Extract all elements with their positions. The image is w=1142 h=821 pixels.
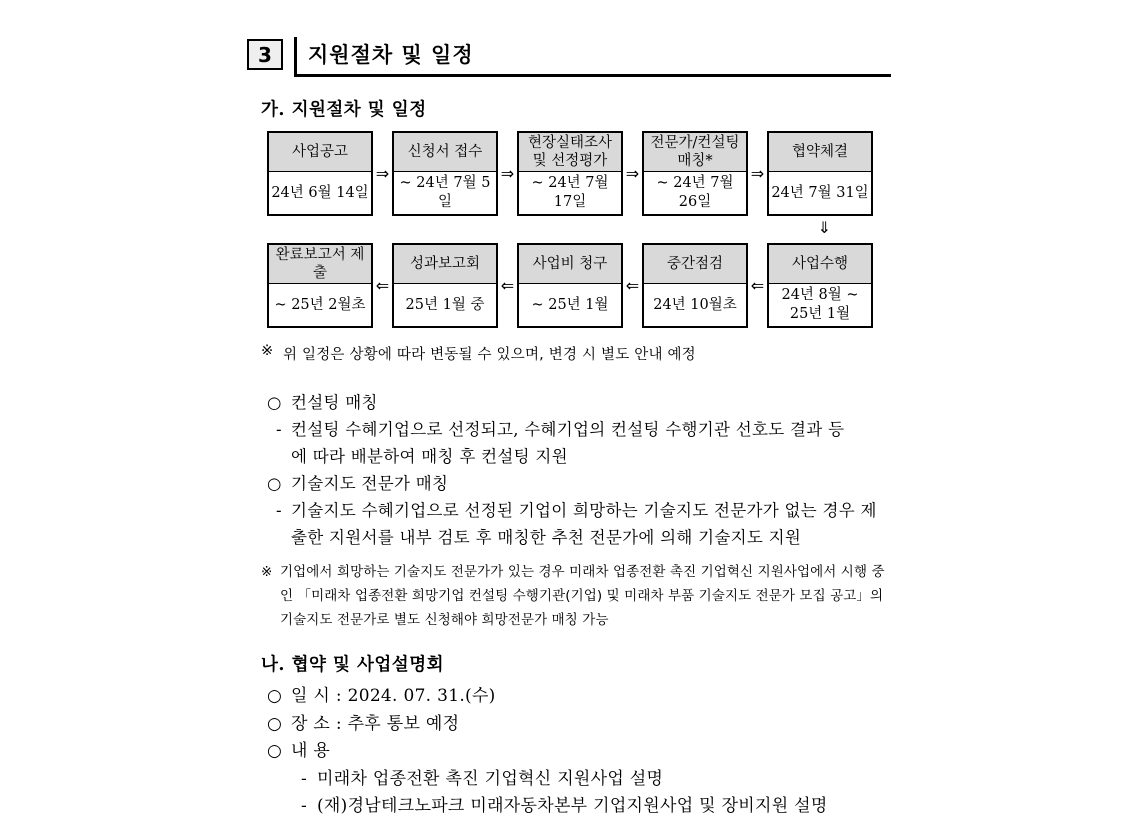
reference-mark: ※ (261, 564, 273, 580)
flow-step-title: 사업수행 (769, 245, 871, 284)
circle-bullet: ○ (267, 741, 283, 761)
flowchart-row-2 (267, 243, 873, 328)
flow-step-expense-claim (517, 243, 623, 328)
dash-content-item-2 (301, 793, 937, 821)
document-content (247, 37, 937, 821)
dash-content-item-2-text: (재)경남테크노파크 미래자동차본부 기업지원사업 및 장비지원 설명 (317, 796, 828, 816)
flow-step-survey-evaluation (517, 131, 623, 216)
dash-bullet: - (301, 768, 308, 789)
dash-tech-expert-detail (276, 497, 937, 551)
line: 컨설팅 수혜기업으로 선정되고, 수혜기업의 컨설팅 수행기관 선호도 결과 등 (291, 420, 845, 439)
flow-step-title: 사업공고 (269, 133, 371, 172)
circle-bullet: ○ (267, 713, 283, 734)
flow-step-announcement (267, 131, 373, 216)
dash-bullet: - (301, 796, 308, 816)
line: 기술지도 수혜기업으로 선정된 기업이 희망하는 기술지도 전문가가 없는 경우 제 (291, 501, 877, 520)
arrow-right-icon: ⇒ (625, 164, 640, 183)
arrow-right-icon: ⇒ (500, 164, 515, 183)
bullet-tech-expert-matching (267, 470, 937, 497)
flow-step-expert-matching (642, 131, 748, 216)
flow-step-title: 신청서 접수 (394, 133, 496, 172)
bullet-datetime-text: 일 시 : 2024. 07. 31.(수) (291, 686, 496, 706)
section-number: 3 (247, 39, 283, 70)
line: 기술지도 전문가로 별도 신청해야 희망전문가 매칭 가능 (280, 612, 609, 628)
arrow-down-icon: ⇓ (817, 218, 831, 237)
line: 출한 지원서를 내부 검토 후 매칭한 추천 전문가에 의해 기술지도 지원 (291, 528, 802, 547)
arrow-left-icon: ⇐ (750, 276, 765, 295)
dash-content-item-1 (301, 766, 937, 794)
part-b (247, 651, 937, 821)
schedule-change-note (261, 343, 937, 364)
expert-footnote-text (280, 560, 885, 632)
bullet-datetime (267, 683, 937, 711)
bullet-location (267, 711, 937, 739)
line: 에 따라 배분하여 매칭 후 컨설팅 지원 (291, 447, 568, 466)
arrow-right-icon: ⇒ (750, 164, 765, 183)
line: 인 「미래차 업종전환 희망기업 컨설팅 수행기관(기업) 및 미래차 부품 기술지도 전문가 모집 공고」의 (280, 588, 884, 604)
flow-step-date: ~ 24년 7월 5일 (399, 175, 491, 210)
flow-step-date: 24년 6월 14일 (271, 184, 369, 201)
arrow-right-icon: ⇒ (375, 164, 390, 183)
part-b-heading: 나. 협약 및 사업설명회 (261, 655, 445, 675)
flow-step-date: 24년 10월초 (653, 296, 737, 313)
flow-step-date: ~ 25년 1월 (531, 296, 609, 313)
expert-footnote (261, 560, 937, 632)
arrow-left-icon: ⇐ (625, 276, 640, 295)
flow-step-title: 사업비 청구 (519, 245, 621, 284)
circle-bullet: ○ (267, 393, 282, 412)
bullet-tech-expert-matching-text: 기술지도 전문가 매칭 (291, 474, 449, 493)
bullet-content (267, 738, 937, 766)
reference-mark: ※ (261, 343, 274, 359)
bullet-consulting-matching (267, 389, 937, 416)
circle-bullet: ○ (267, 686, 283, 706)
schedule-change-note-text: 위 일정은 상황에 따라 변동될 수 있으며, 변경 시 별도 안내 예정 (283, 347, 696, 363)
dash-content-item-1-text: 미래차 업종전환 촉진 기업혁신 지원사업 설명 (317, 768, 664, 789)
flow-step-date: ~ 25년 2월초 (274, 296, 366, 313)
flow-step-title: 성과보고회 (394, 245, 496, 284)
flow-step-title: 현장실태조사 및 선정평가 (519, 133, 621, 172)
flowchart-row-1 (267, 131, 873, 216)
flow-step-agreement (767, 131, 873, 216)
flow-step-date: 25년 1월 중 (405, 296, 485, 313)
line: 기업에서 희망하는 기술지도 전문가가 있는 경우 미래차 업종전환 촉진 기업혁신 지원사업에서 시행 중 (280, 564, 885, 580)
flow-step-application (392, 131, 498, 216)
part-b-items (267, 683, 937, 821)
flow-step-title: 협약체결 (769, 133, 871, 172)
bullet-consulting-matching-text: 컨설팅 매칭 (291, 393, 378, 412)
dash-bullet: - (276, 501, 282, 520)
flow-step-date: 24년 7월 31일 (771, 184, 869, 201)
schedule-flowchart (267, 131, 873, 328)
arrow-left-icon: ⇐ (500, 276, 515, 295)
flow-step-result-briefing (392, 243, 498, 328)
bullet-location-text: 장 소 : 추후 통보 예정 (291, 713, 460, 734)
part-a-heading: 가. 지원절차 및 일정 (261, 100, 427, 120)
dash-bullet: - (276, 420, 282, 439)
section-title-rule (294, 37, 891, 77)
flow-step-title: 완료보고서 제출 (269, 245, 371, 284)
flow-step-title: 전문가/컨설팅 매칭* (644, 133, 746, 172)
flow-step-date: ~ 24년 7월 26일 (656, 175, 734, 210)
bullet-content-text: 내 용 (291, 741, 331, 761)
flow-step-interim-check (642, 243, 748, 328)
flowchart-down-connector (267, 216, 873, 243)
dash-consulting-detail (276, 416, 937, 470)
arrow-left-icon: ⇐ (375, 276, 390, 295)
section-title: 지원절차 및 일정 (308, 43, 474, 67)
part-a-body (267, 389, 937, 551)
flow-step-final-report (267, 243, 373, 328)
flow-step-date: 24년 8월 ~ 25년 1월 (781, 287, 859, 322)
circle-bullet: ○ (267, 474, 282, 493)
section-header (247, 37, 937, 77)
dash-tech-expert-detail-text (291, 497, 877, 551)
flow-step-date: ~ 24년 7월 17일 (531, 175, 609, 210)
flow-step-title: 중간점검 (644, 245, 746, 284)
flow-step-project-execution (767, 243, 873, 328)
dash-consulting-detail-text (291, 416, 844, 470)
